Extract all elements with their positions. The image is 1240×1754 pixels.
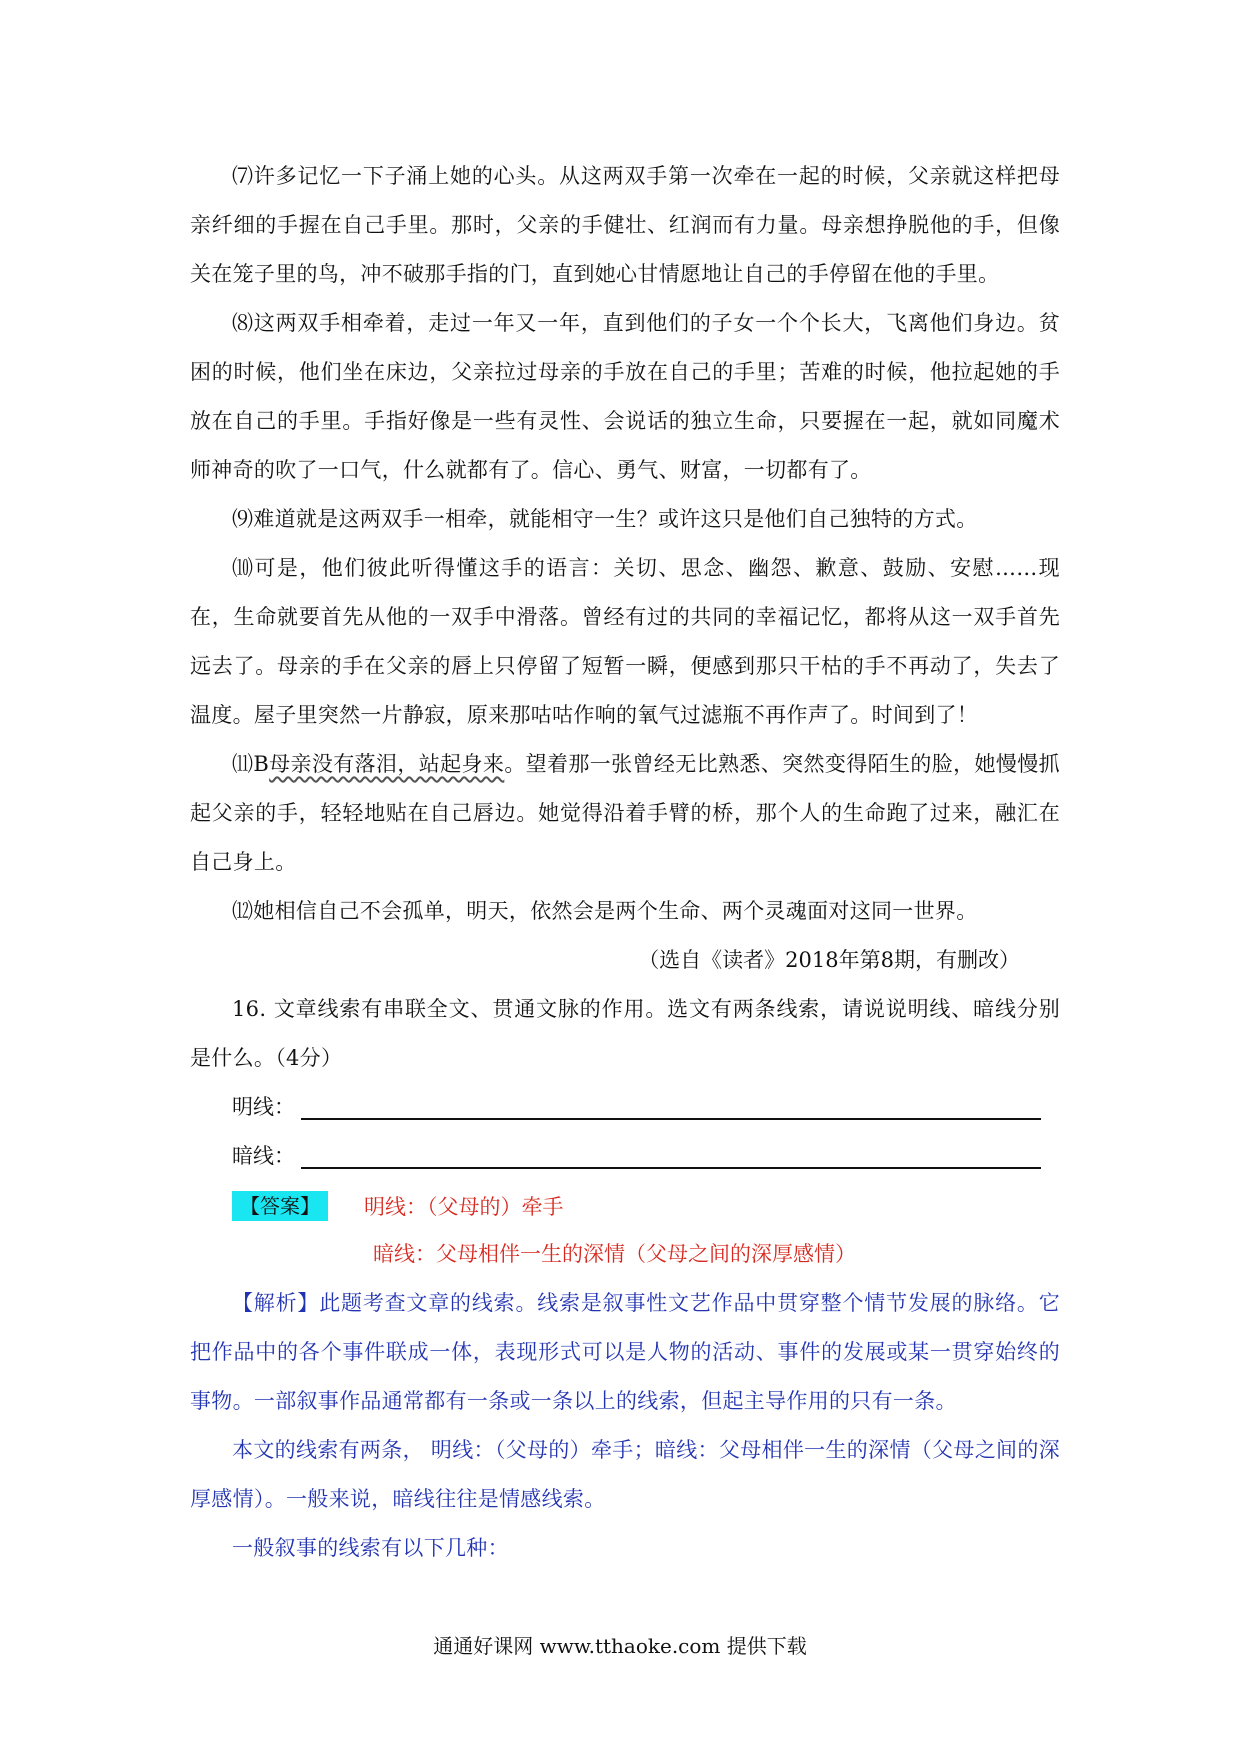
answer-tag: 【答案】: [232, 1191, 328, 1221]
analysis-tag: 【解析】: [232, 1291, 320, 1315]
answer-row: [232, 1181, 1060, 1230]
page-footer: 通通好课网 www.tthaoke.com 提供下载: [433, 1634, 807, 1658]
label-an: 暗线：: [232, 1144, 295, 1168]
paragraph-11: [190, 740, 1060, 887]
paragraph-12: ⑿她相信自己不会孤单，明天，依然会是两个生命、两个灵魂面对这同一世界。: [232, 899, 978, 923]
label-ming: 明线：: [232, 1095, 295, 1119]
analysis-paragraph-2: 本文的线索有两条， 明线：（父母的）牵手；暗线：父母相伴一生的深情（父母之间的深厚感情）。一般来说，暗线往往是情感线索。: [190, 1438, 1060, 1511]
paragraph-10: ⑽可是，他们彼此听得懂这手的语言：关切、思念、幽怨、歉意、鼓励、安慰……现在，生命就要首先从他的一双手中滑落。曾经有过的共同的幸福记忆，都将从这一双手首先远去了。母亲的手在父亲的唇上只停留了短暂一瞬，便感到那只干枯的手不再动了，失去了温度。屋子里突然一片静寂，原来那咕咕作响的氧气过滤瓶不再作声了。时间到了！: [190, 556, 1060, 727]
answer-line-2: 暗线：父母相伴一生的深情（父母之间的深厚感情）: [373, 1242, 856, 1266]
analysis-text-1: 此题考查文章的线索。线索是叙事性文艺作品中贯穿整个情节发展的脉络。它把作品中的各个事件联成一体，表现形式可以是人物的活动、事件的发展或某一贯穿始终的事物。一部叙事作品通常都有一条或一条以上的线索，但起主导作用的只有一条。: [190, 1291, 1060, 1413]
paragraph-11-rest: 。望着那一张曾经无比熟悉、突然变得陌生的脸，她慢慢抓起父亲的手，轻轻地贴在自己唇边。她觉得沿着手臂的桥，那个人的生命跑了过来，融汇在自己身上。: [190, 752, 1060, 874]
wavy-underlined-sentence-b: 母亲没有落泪，站起身来: [269, 752, 505, 776]
source-citation: （选自《读者》2018年第8期，有删改）: [638, 948, 1020, 972]
answer-line-1: 明线：（父母的）牵手: [364, 1194, 564, 1219]
document-content: [190, 152, 1060, 1573]
answer-blank-ming: [232, 1083, 1060, 1132]
paragraph-8: ⑻这两双手相牵着，走过一年又一年，直到他们的子女一个个长大，飞离他们身边。贫困的时候，他们坐在床边，父亲拉过母亲的手放在自己的手里；苦难的时候，他拉起她的手放在自己的手里。手指好像是一些有灵性、会说话的独立生命，只要握在一起，就如同魔术师神奇的吹了一口气，什么就都有了。信心、勇气、财富，一切都有了。: [190, 311, 1060, 482]
paragraph-9: ⑼难道就是这两双手一相牵，就能相守一生？或许这只是他们自己独特的方式。: [232, 507, 978, 531]
analysis-paragraph-3: 一般叙事的线索有以下几种：: [232, 1536, 509, 1560]
analysis-paragraph-1: [190, 1279, 1060, 1426]
paragraph-7: ⑺许多记忆一下子涌上她的心头。从这两双手第一次牵在一起的时候，父亲就这样把母亲纤细的手握在自己手里。那时，父亲的手健壮、红润而有力量。母亲想挣脱他的手，但像关在笼子里的鸟，冲不破那手指的门，直到她心甘情愿地让自己的手停留在他的手里。: [190, 164, 1060, 286]
paragraph-11-prefix: ⑾B: [232, 752, 270, 776]
question-16: 16. 文章线索有串联全文、贯通文脉的作用。选文有两条线索，请说说明线、暗线分别是什么。（4分）: [190, 997, 1060, 1070]
blank-line-an[interactable]: [301, 1166, 1041, 1169]
blank-line-ming[interactable]: [301, 1117, 1041, 1120]
answer-blank-an: [232, 1132, 1060, 1181]
